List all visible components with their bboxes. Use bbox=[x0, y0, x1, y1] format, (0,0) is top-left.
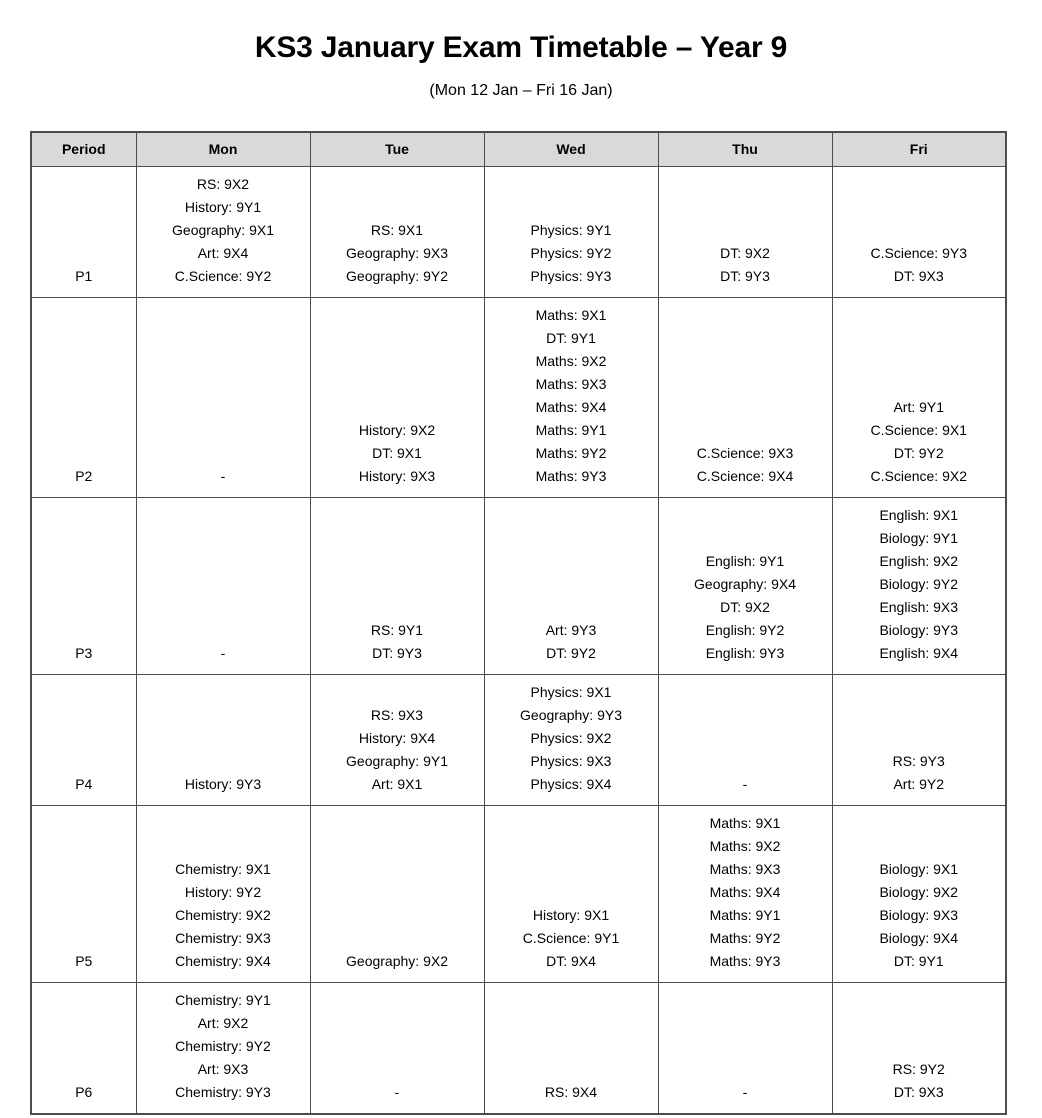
exam-entry-list bbox=[664, 242, 827, 288]
exam-entry: Chemistry: 9Y3 bbox=[175, 1083, 271, 1100]
exam-entry: English: 9Y2 bbox=[705, 621, 785, 638]
exam-cell-p1-fri bbox=[832, 166, 1006, 297]
exam-cell-p2-mon bbox=[136, 297, 310, 497]
exam-entry: Biology: 9Y3 bbox=[879, 621, 959, 638]
exam-entry-list bbox=[316, 219, 479, 288]
exam-entry: Geography: 9Y1 bbox=[346, 752, 448, 769]
table-head bbox=[31, 132, 1006, 166]
exam-entry: RS: 9X2 bbox=[196, 175, 250, 192]
exam-entry: Chemistry: 9X1 bbox=[175, 860, 271, 877]
exam-entry: DT: 9X2 bbox=[720, 598, 770, 615]
table-row bbox=[31, 497, 1006, 674]
page-title: KS3 January Exam Timetable – Year 9 bbox=[254, 31, 788, 64]
exam-entry: Chemistry: 9X3 bbox=[175, 929, 271, 946]
column-header-fri: Fri bbox=[832, 132, 1006, 166]
exam-entry: RS: 9Y3 bbox=[892, 752, 945, 769]
exam-entry-list bbox=[142, 642, 305, 665]
exam-entry: Physics: 9Y1 bbox=[530, 221, 612, 238]
exam-entry-list bbox=[838, 242, 1001, 288]
table-row bbox=[31, 805, 1006, 982]
exam-entry: C.Science: 9Y3 bbox=[870, 244, 967, 261]
exam-entry: DT: 9Y3 bbox=[372, 644, 422, 661]
exam-entry: Chemistry: 9Y1 bbox=[175, 991, 271, 1008]
exam-entry: English: 9X1 bbox=[879, 506, 959, 523]
exam-entry: C.Science: 9X1 bbox=[870, 421, 967, 438]
exam-entry: Physics: 9X2 bbox=[530, 729, 612, 746]
exam-cell-p6-fri bbox=[832, 982, 1006, 1114]
exam-entry: DT: 9Y3 bbox=[720, 267, 770, 284]
exam-entry: RS: 9X3 bbox=[370, 706, 424, 723]
table-row bbox=[31, 166, 1006, 297]
exam-entry: Maths: 9Y3 bbox=[535, 467, 607, 484]
exam-entry-list bbox=[490, 904, 653, 973]
exam-cell-p1-tue bbox=[310, 166, 484, 297]
exam-cell-p4-fri bbox=[832, 674, 1006, 805]
exam-entry-list bbox=[316, 950, 479, 973]
exam-entry: English: 9X3 bbox=[879, 598, 959, 615]
exam-entry: Maths: 9X2 bbox=[709, 837, 781, 854]
exam-cell-p5-wed bbox=[484, 805, 658, 982]
exam-cell-p3-tue bbox=[310, 497, 484, 674]
exam-entry: Maths: 9Y2 bbox=[709, 929, 781, 946]
column-header-tue: Tue bbox=[310, 132, 484, 166]
exam-entry: Chemistry: 9X4 bbox=[175, 952, 271, 969]
exam-entry-list bbox=[316, 419, 479, 488]
exam-entry: DT: 9X2 bbox=[720, 244, 770, 261]
exam-entry: Art: 9X2 bbox=[197, 1014, 249, 1031]
exam-entry: Biology: 9X3 bbox=[879, 906, 959, 923]
exam-entry-list bbox=[142, 173, 305, 288]
exam-entry: Art: 9Y1 bbox=[893, 398, 945, 415]
exam-entry-list bbox=[142, 858, 305, 973]
exam-entry: DT: 9X1 bbox=[372, 444, 422, 461]
period-label-p1: P1 bbox=[31, 166, 136, 297]
timetable-container bbox=[0, 100, 1042, 1115]
exam-entry: C.Science: 9X2 bbox=[870, 467, 967, 484]
exam-entry-list bbox=[142, 465, 305, 488]
exam-cell-p6-wed bbox=[484, 982, 658, 1114]
table-header-row bbox=[31, 132, 1006, 166]
exam-entry: History: 9X3 bbox=[358, 467, 436, 484]
exam-entry: English: 9Y1 bbox=[705, 552, 785, 569]
exam-entry: Geography: 9Y3 bbox=[520, 706, 622, 723]
exam-entry: RS: 9X1 bbox=[370, 221, 424, 238]
exam-cell-p3-mon bbox=[136, 497, 310, 674]
exam-cell-p3-fri bbox=[832, 497, 1006, 674]
exam-entry-list bbox=[838, 396, 1001, 488]
exam-entry: Biology: 9Y1 bbox=[879, 529, 959, 546]
exam-entry-list bbox=[664, 550, 827, 665]
exam-entry-list bbox=[664, 812, 827, 973]
exam-entry: C.Science: 9Y2 bbox=[174, 267, 272, 284]
exam-entry: History: 9X2 bbox=[358, 421, 436, 438]
exam-entry-list bbox=[838, 858, 1001, 973]
exam-cell-p4-tue bbox=[310, 674, 484, 805]
exam-entry: Art: 9Y3 bbox=[545, 621, 597, 638]
period-label-p4: P4 bbox=[31, 674, 136, 805]
exam-cell-p2-tue bbox=[310, 297, 484, 497]
exam-entry: Geography: 9Y2 bbox=[346, 267, 448, 284]
exam-entry: Maths: 9X3 bbox=[535, 375, 607, 392]
exam-entry: History: 9X1 bbox=[532, 906, 610, 923]
exam-entry: Maths: 9X1 bbox=[709, 814, 781, 831]
exam-entry: DT: 9X4 bbox=[546, 952, 596, 969]
exam-entry: DT: 9Y1 bbox=[893, 952, 944, 969]
exam-entry-list bbox=[142, 773, 305, 796]
exam-entry: C.Science: 9X4 bbox=[696, 467, 794, 484]
exam-cell-p5-thu bbox=[658, 805, 832, 982]
column-header-wed: Wed bbox=[484, 132, 658, 166]
exam-cell-p6-tue bbox=[310, 982, 484, 1114]
exam-entry-list bbox=[490, 619, 653, 665]
exam-entry: History: 9Y2 bbox=[184, 883, 262, 900]
table-row bbox=[31, 297, 1006, 497]
exam-entry: Maths: 9Y2 bbox=[535, 444, 607, 461]
exam-entry-list bbox=[490, 681, 653, 796]
exam-entry: English: 9Y3 bbox=[705, 644, 785, 661]
exam-cell-p3-thu bbox=[658, 497, 832, 674]
exam-cell-p4-thu bbox=[658, 674, 832, 805]
exam-entry: Chemistry: 9X2 bbox=[175, 906, 271, 923]
exam-entry: Physics: 9X3 bbox=[530, 752, 612, 769]
exam-entry-list bbox=[664, 773, 827, 796]
page-subtitle: (Mon 12 Jan – Fri 16 Jan) bbox=[429, 82, 613, 99]
exam-entry: English: 9X2 bbox=[879, 552, 959, 569]
exam-cell-p6-thu bbox=[658, 982, 832, 1114]
exam-entry: Geography: 9X4 bbox=[694, 575, 796, 592]
exam-entry: Maths: 9X4 bbox=[709, 883, 781, 900]
column-header-period: Period bbox=[31, 132, 136, 166]
period-label-p2: P2 bbox=[31, 297, 136, 497]
exam-entry: DT: 9Y2 bbox=[546, 644, 596, 661]
exam-entry-list bbox=[316, 704, 479, 796]
exam-entry-list bbox=[490, 1081, 653, 1104]
exam-entry: RS: 9Y1 bbox=[370, 621, 424, 638]
exam-cell-p5-tue bbox=[310, 805, 484, 982]
exam-entry: C.Science: 9X3 bbox=[696, 444, 794, 461]
table-row bbox=[31, 982, 1006, 1114]
exam-entry: Biology: 9X4 bbox=[879, 929, 959, 946]
period-label-p3: P3 bbox=[31, 497, 136, 674]
exam-entry-list bbox=[838, 750, 1001, 796]
exam-entry: Maths: 9Y1 bbox=[535, 421, 607, 438]
column-header-thu: Thu bbox=[658, 132, 832, 166]
exam-entry: Art: 9X4 bbox=[197, 244, 249, 261]
exam-entry-list bbox=[664, 1081, 827, 1104]
exam-entry: RS: 9X4 bbox=[544, 1083, 598, 1100]
empty-slot-marker: - bbox=[742, 1083, 748, 1100]
exam-entry: DT: 9X3 bbox=[893, 267, 944, 284]
exam-entry: Art: 9Y2 bbox=[893, 775, 945, 792]
empty-slot-marker: - bbox=[394, 1083, 400, 1100]
exam-entry: C.Science: 9Y1 bbox=[522, 929, 620, 946]
exam-entry: DT: 9X3 bbox=[893, 1083, 944, 1100]
exam-entry: Physics: 9Y3 bbox=[530, 267, 612, 284]
exam-entry: Maths: 9Y1 bbox=[709, 906, 781, 923]
exam-entry: Geography: 9X2 bbox=[346, 952, 448, 969]
exam-entry: Physics: 9X4 bbox=[530, 775, 612, 792]
exam-entry: Maths: 9X4 bbox=[535, 398, 607, 415]
exam-entry: Art: 9X1 bbox=[371, 775, 423, 792]
exam-cell-p3-wed bbox=[484, 497, 658, 674]
empty-slot-marker: - bbox=[742, 775, 748, 792]
exam-entry: DT: 9Y1 bbox=[546, 329, 596, 346]
exam-entry-list bbox=[142, 989, 305, 1104]
exam-entry: Maths: 9X3 bbox=[709, 860, 781, 877]
exam-cell-p2-thu bbox=[658, 297, 832, 497]
exam-entry-list bbox=[838, 1058, 1001, 1104]
exam-entry-list bbox=[316, 1081, 479, 1104]
exam-entry-list bbox=[664, 442, 827, 488]
empty-slot-marker: - bbox=[220, 467, 226, 484]
exam-entry-list bbox=[316, 619, 479, 665]
exam-cell-p1-wed bbox=[484, 166, 658, 297]
exam-entry: Physics: 9Y2 bbox=[530, 244, 612, 261]
exam-entry: Geography: 9X3 bbox=[346, 244, 448, 261]
exam-cell-p4-wed bbox=[484, 674, 658, 805]
exam-entry: Maths: 9Y3 bbox=[709, 952, 781, 969]
exam-entry: DT: 9Y2 bbox=[893, 444, 944, 461]
exam-cell-p5-mon bbox=[136, 805, 310, 982]
exam-cell-p1-mon bbox=[136, 166, 310, 297]
empty-slot-marker: - bbox=[220, 644, 226, 661]
exam-cell-p6-mon bbox=[136, 982, 310, 1114]
exam-entry-list bbox=[838, 504, 1001, 665]
exam-entry: Art: 9X3 bbox=[197, 1060, 249, 1077]
exam-entry: History: 9Y3 bbox=[184, 775, 262, 792]
exam-cell-p2-fri bbox=[832, 297, 1006, 497]
exam-entry-list bbox=[490, 219, 653, 288]
exam-entry-list bbox=[490, 304, 653, 488]
table-body bbox=[31, 166, 1006, 1114]
exam-entry: English: 9X4 bbox=[879, 644, 959, 661]
exam-entry: Maths: 9X2 bbox=[535, 352, 607, 369]
exam-entry: History: 9Y1 bbox=[184, 198, 262, 215]
exam-entry: Geography: 9X1 bbox=[172, 221, 274, 238]
period-label-p5: P5 bbox=[31, 805, 136, 982]
exam-timetable bbox=[30, 131, 1007, 1115]
exam-entry: Biology: 9X2 bbox=[879, 883, 959, 900]
table-row bbox=[31, 674, 1006, 805]
exam-cell-p4-mon bbox=[136, 674, 310, 805]
exam-entry: Chemistry: 9Y2 bbox=[175, 1037, 271, 1054]
exam-entry: Biology: 9X1 bbox=[879, 860, 959, 877]
exam-cell-p1-thu bbox=[658, 166, 832, 297]
exam-cell-p2-wed bbox=[484, 297, 658, 497]
exam-entry: Biology: 9Y2 bbox=[879, 575, 959, 592]
exam-entry: Maths: 9X1 bbox=[535, 306, 607, 323]
exam-entry: RS: 9Y2 bbox=[892, 1060, 945, 1077]
period-label-p6: P6 bbox=[31, 982, 136, 1114]
column-header-mon: Mon bbox=[136, 132, 310, 166]
exam-entry: Physics: 9X1 bbox=[530, 683, 612, 700]
exam-entry: History: 9X4 bbox=[358, 729, 436, 746]
exam-cell-p5-fri bbox=[832, 805, 1006, 982]
